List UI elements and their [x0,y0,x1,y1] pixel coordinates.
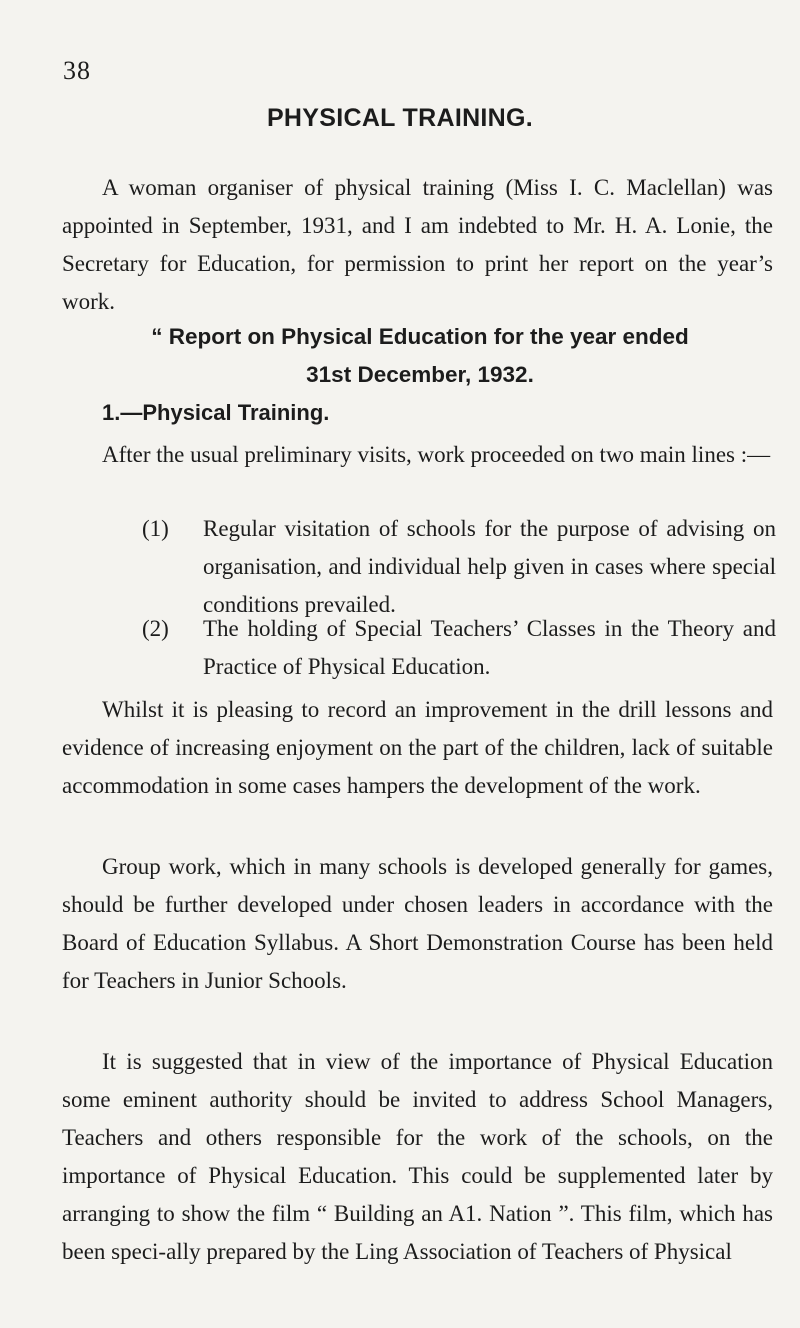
list-item-number: (2) [142,616,169,641]
report-title-line-1: “ Report on Physical Education for the year ended [151,324,689,349]
list-item-text: The holding of Special Teachers’ Classes in the Theory and Practice of Physical Education. [203,616,776,679]
list-item-text: Regular visitation of schools for the purpose of advising on organisation, and individual help given in cases where special conditions prevailed. [203,516,776,617]
page-number: 38 [63,56,91,85]
report-title-line-2: 31st December, 1932. [306,362,534,387]
section-intro-paragraph: After the usual preliminary visits, work proceeded on two main lines :— [102,442,771,467]
suggestion-paragraph: It is suggested that in view of the importance of Physical Education some eminent authority should be invited to address School Managers, Teachers and others responsible for the work of the schools, on the importance of Physical Education. This could be supplemented later by arranging to show the film “ Building an A1. Nation ”. This film, which has been speci-ally prepared by the Ling Association of Teachers of Physical [62,1049,773,1264]
list-item-number: (1) [142,516,169,541]
section-title: 1.—Physical Training. [102,400,330,425]
intro-paragraph: A woman organiser of physical training (Miss I. C. Maclellan) was appointed in September, 1931, and I am indebted to Mr. H. A. Lonie, the Secretary for Education, for permission to print her report on the year’s work. [62,175,773,314]
group-work-paragraph: Group work, which in many schools is developed generally for games, should be further developed under chosen leaders in accordance with the Board of Education Syllabus. A Short Demonstration Course has been held for Teachers in Junior Schools. [62,854,773,993]
page-heading: PHYSICAL TRAINING. [266,104,534,132]
report-title [110,318,730,394]
whilst-paragraph: Whilst it is pleasing to record an improvement in the drill lessons and evidence of increasing enjoyment on the part of the children, lack of suitable accommodation in some cases hampers the development of the work. [62,697,773,798]
